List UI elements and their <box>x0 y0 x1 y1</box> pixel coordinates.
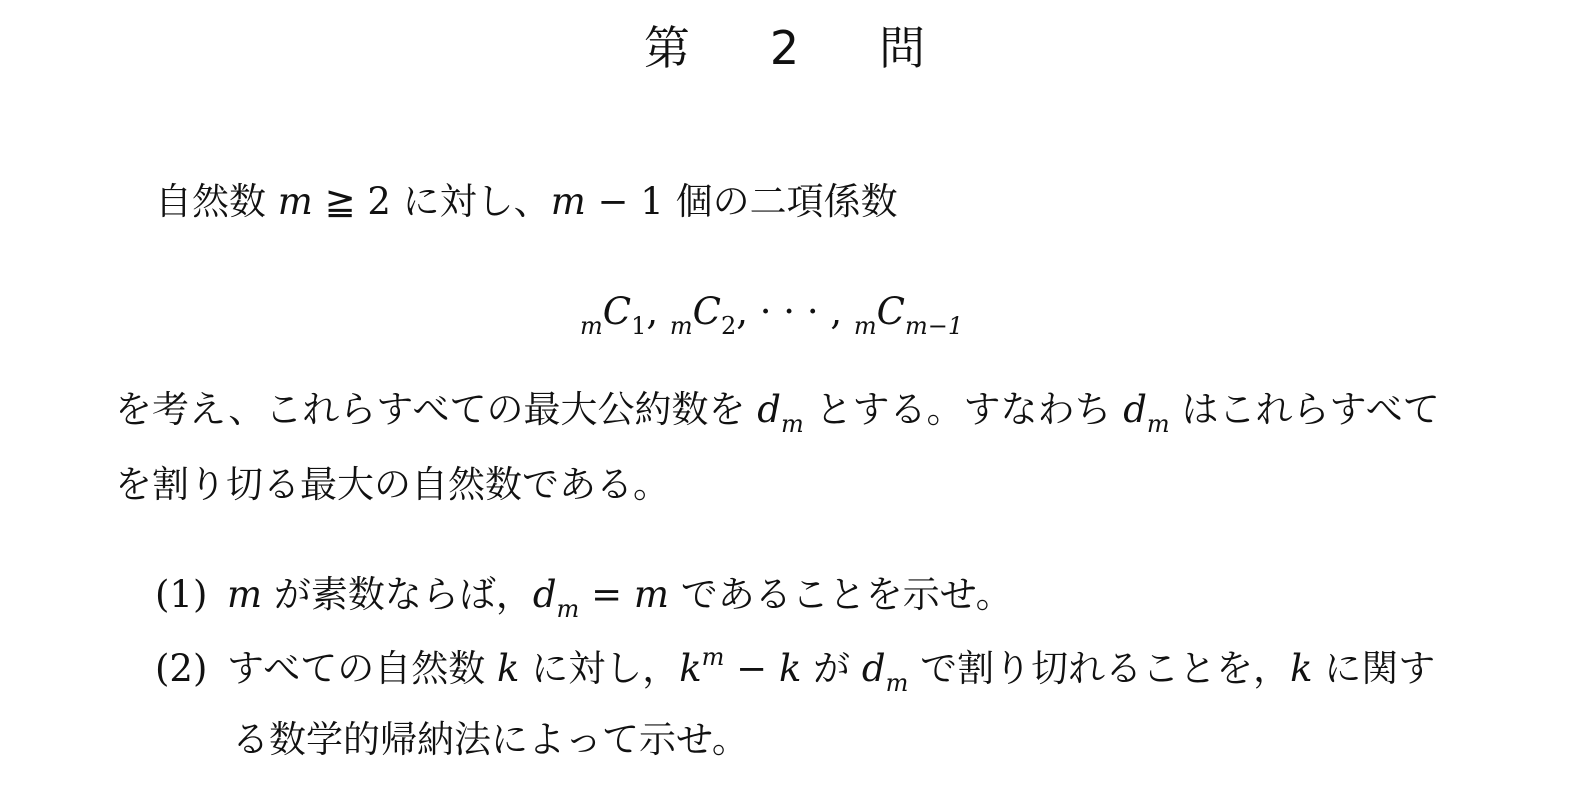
var-k: k <box>1290 647 1313 690</box>
q1-equals: = <box>579 573 634 616</box>
title-part-mon: 問 <box>879 21 928 75</box>
q2-text-3: が <box>801 647 862 690</box>
formula-comma: , <box>646 290 659 333</box>
question-2-continuation <box>232 718 749 762</box>
question-1 <box>155 573 1013 623</box>
para-text-3: はこれらすべて <box>1169 388 1440 431</box>
para-text-1: を考え、これらすべての最大公約数を <box>115 388 758 431</box>
var-d: d <box>1123 388 1147 431</box>
formula-sub-m: m <box>669 312 693 340</box>
var-d-sub-m: m <box>1146 410 1170 438</box>
formula-sub-m: m <box>853 312 877 340</box>
paragraph-line-2 <box>115 463 670 507</box>
var-d: d <box>532 573 557 616</box>
var-k: k <box>679 647 702 690</box>
problem-title <box>0 12 1571 78</box>
q1-text-1: が素数ならば， <box>262 573 533 616</box>
q2-minus: − <box>724 647 779 690</box>
var-m: m <box>227 573 263 616</box>
intro-text-1: 自然数 <box>155 180 278 223</box>
var-k: k <box>497 647 520 690</box>
formula-sub-m: m <box>580 312 603 340</box>
var-m: m <box>633 573 669 616</box>
var-d-sub-m: m <box>780 410 804 438</box>
var-d: d <box>757 388 781 431</box>
question-2 <box>155 643 1436 697</box>
q2-text-5: に関す <box>1312 647 1436 690</box>
formula-dots: · · · <box>759 290 819 333</box>
var-d-sub-m: m <box>556 595 580 623</box>
para-text-4: を割り切る最大の自然数である。 <box>115 463 670 506</box>
binomial-list-formula <box>580 290 963 338</box>
formula-c: C <box>602 290 632 333</box>
formula-c: C <box>876 290 905 333</box>
formula-sub-1: 1 <box>631 312 647 340</box>
formula-comma: , <box>736 290 749 333</box>
intro-text-2: ≧ 2 に対し、 <box>312 180 551 223</box>
formula-sub-last: m−1 <box>904 312 964 340</box>
var-m: m <box>550 180 586 223</box>
q2-text-2: に対し， <box>519 647 680 690</box>
q2-text-4: で割り切れることを， <box>908 647 1291 690</box>
q1-text-2: であることを示せ。 <box>668 573 1013 616</box>
para-text-2: とする。すなわち <box>803 388 1124 431</box>
title-part-number: 2 <box>769 21 802 75</box>
title-part-dai: 第 <box>643 21 692 75</box>
formula-sub-2: 2 <box>720 312 737 340</box>
var-d-sub-m: m <box>885 669 909 697</box>
q2-text-line-2: る数学的帰納法によって示せ。 <box>232 718 749 761</box>
var-d: d <box>861 647 886 690</box>
intro-text-3: − 1 個の二項係数 <box>585 180 898 223</box>
var-k: k <box>778 647 802 690</box>
var-m: m <box>277 180 313 223</box>
q2-text-1: すべての自然数 <box>227 647 498 690</box>
paragraph-line-1 <box>115 388 1440 438</box>
var-k-exponent-m: m <box>701 643 725 671</box>
formula-c: C <box>692 290 721 333</box>
formula-comma: , <box>830 290 843 333</box>
question-2-label: (2) <box>155 647 208 690</box>
question-1-label: (1) <box>155 573 208 616</box>
intro-line <box>155 180 898 224</box>
